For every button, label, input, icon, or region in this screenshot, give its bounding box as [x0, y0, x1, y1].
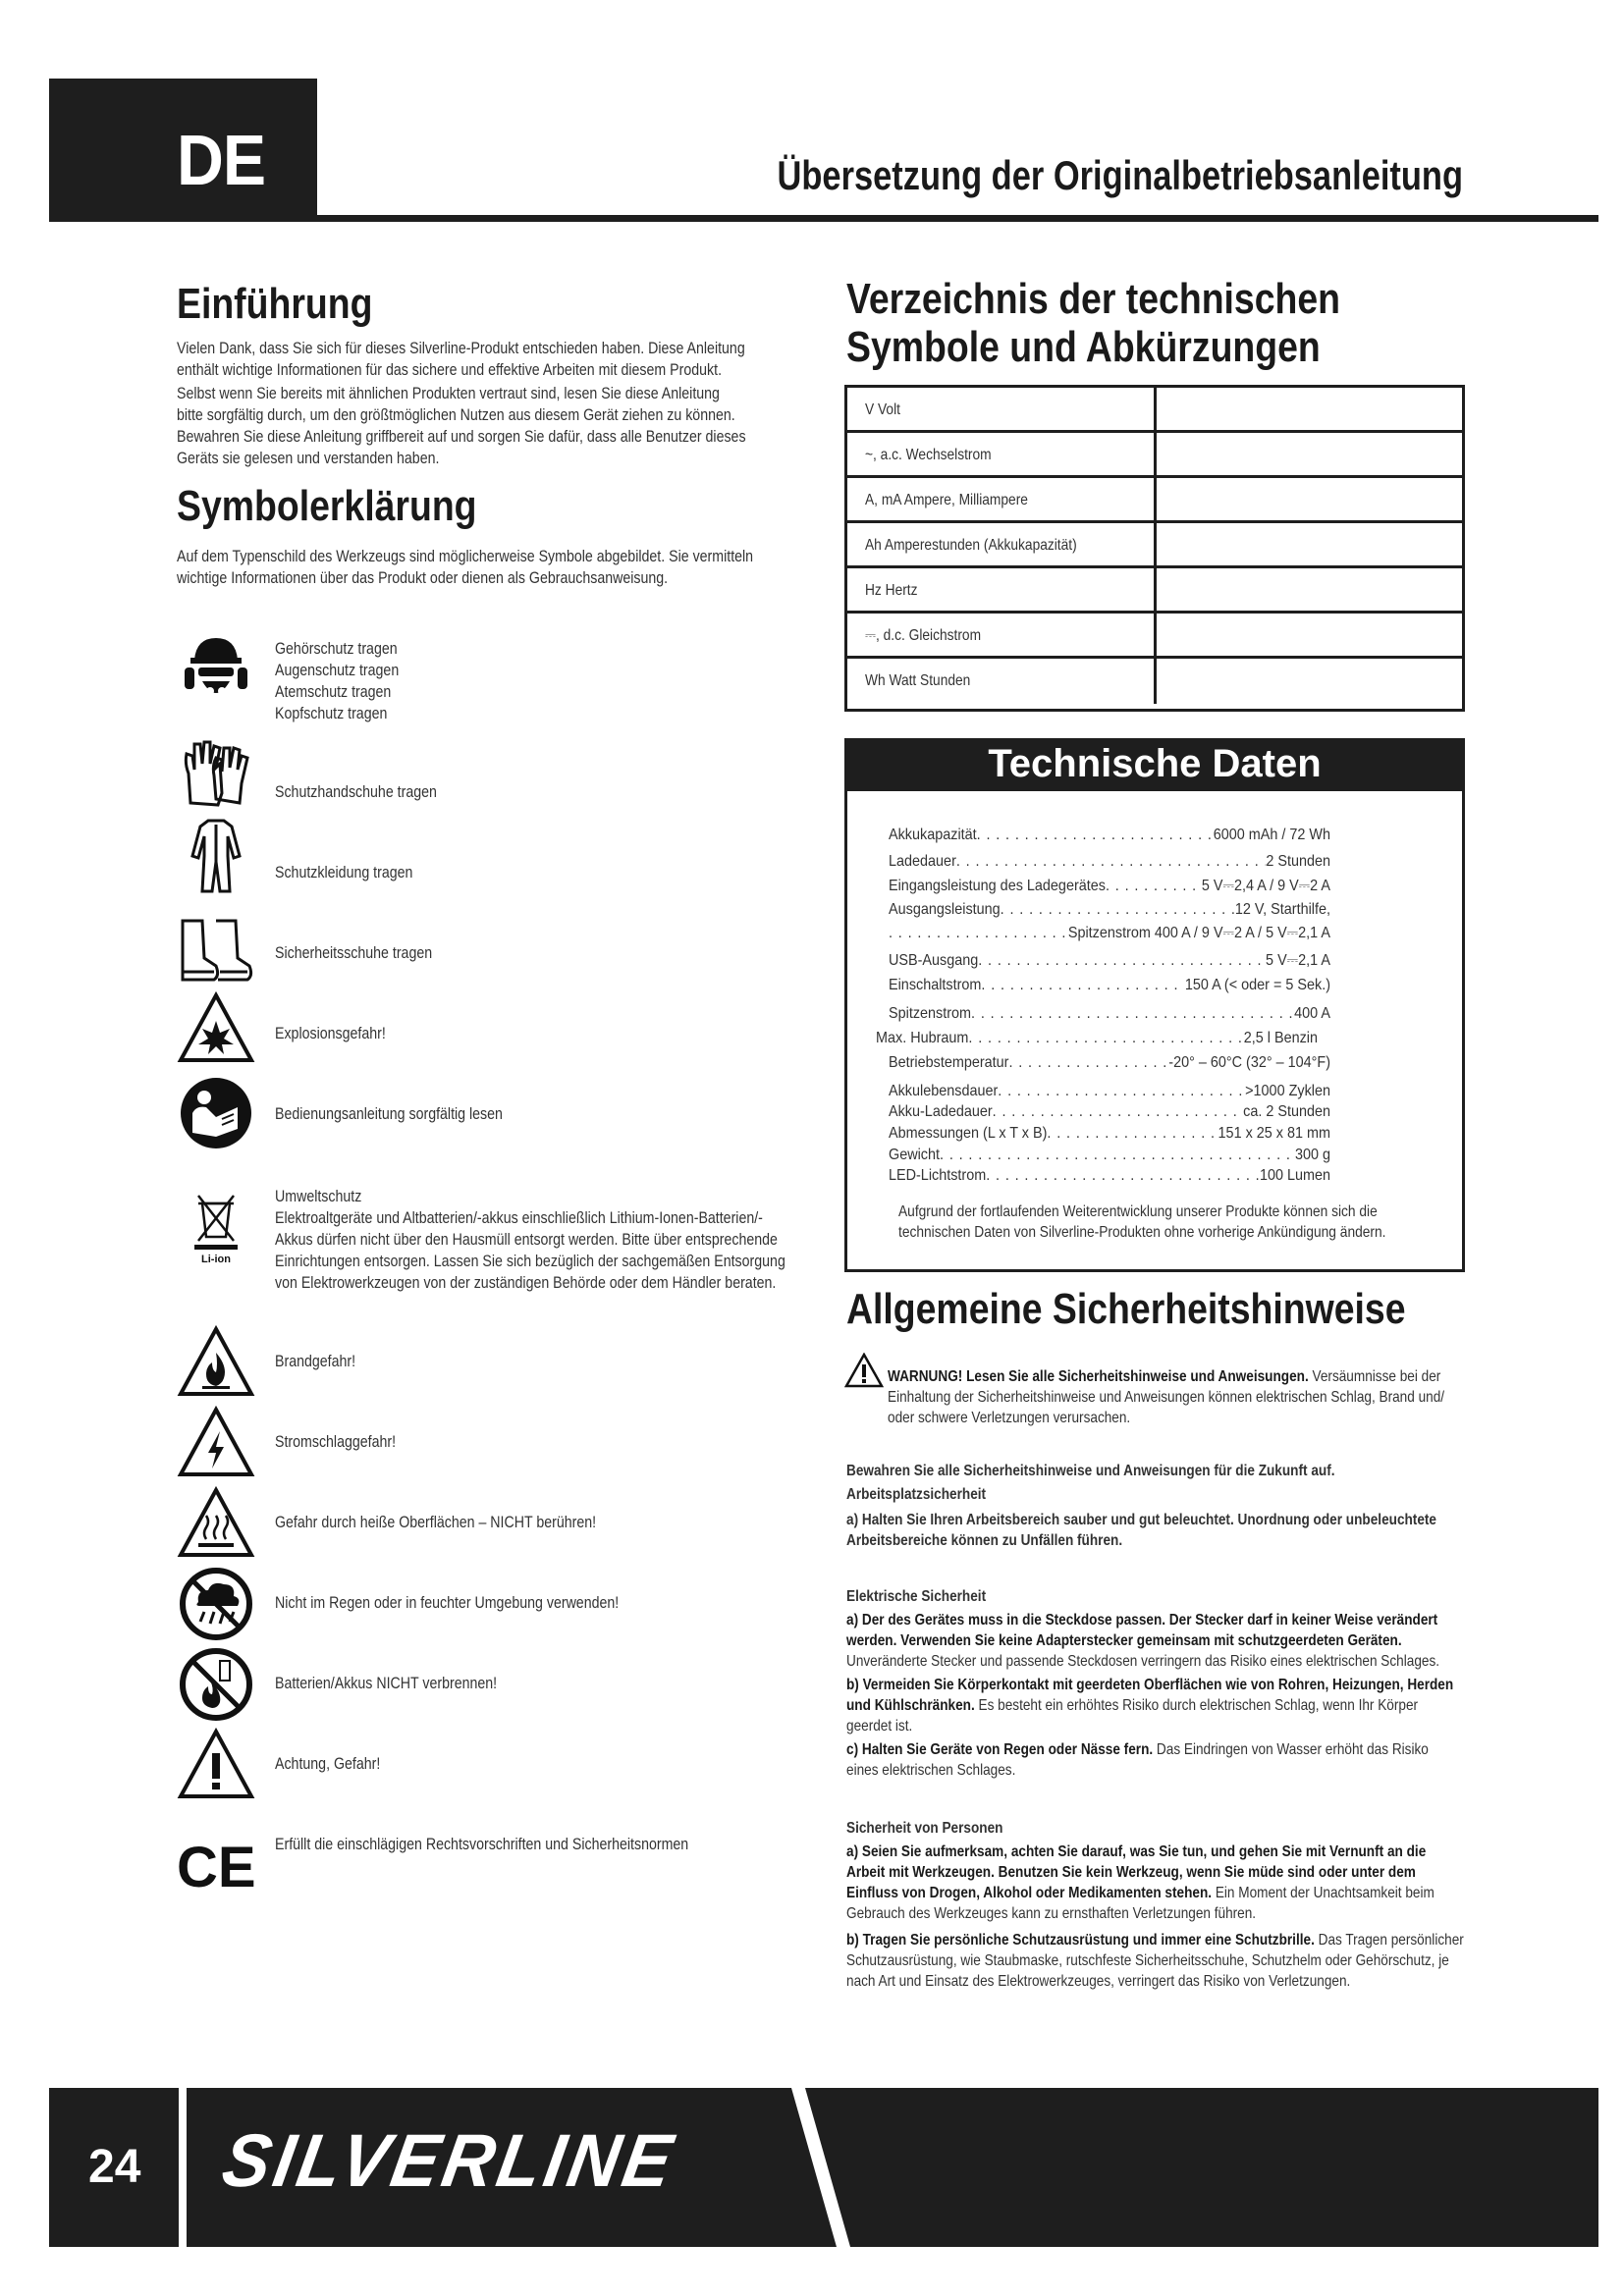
symbol-text: Batterien/Akkus NICHT verbrennen! [275, 1675, 498, 1692]
symbol-text: Sicherheitsschuhe tragen [275, 944, 433, 962]
coverall-icon [177, 817, 255, 895]
brand-logo: SILVERLINE [216, 2119, 682, 2203]
symbol-text: Erfüllt die einschlägigen Rechtsvorschriften und Sicherheitsnormen [275, 1836, 689, 1853]
svg-text:Li-ion: Li-ion [201, 1254, 231, 1265]
electrical-heading: Elektrische Sicherheit [846, 1588, 987, 1605]
no-rain-icon [177, 1565, 255, 1643]
language-code: DE [177, 122, 266, 200]
symbol-text: Schutzkleidung tragen [275, 864, 413, 881]
symbols-heading: Symbolerklärung [177, 482, 477, 530]
spec-row: Eingangsleistung des Ladegerätes . . . 5 V⎓2,4 A / 9 V⎓2 A [889, 878, 1330, 895]
protective-gear-icon [177, 630, 255, 709]
symbol-text: Gefahr durch heiße Oberflächen – NICHT berühren! [275, 1514, 597, 1531]
spec-row: Betriebstemperatur . . . -20° – 60°C (32° – 104°F) [889, 1054, 1330, 1072]
symbol-text: Bedienungsanleitung sorgfältig lesen [275, 1105, 503, 1123]
personal-a: a) Seien Sie aufmerksam, achten Sie darauf, was Sie tun, und gehen Sie mit Vernunft an die Arbeit mit Werkzeugen. Benutzen Sie kein Werkzeug, wenn Sie müde sind oder unter dem Einfluss von Drogen, Alkohol oder Medikamenten stehen. Ein Moment der Unachtsamkeit beim Gebrauch des Werkzeuges kann zu ernsthaften Verletzungen führen. [846, 1843, 1435, 1922]
header-rule [49, 215, 1598, 222]
spec-row: Akkukapazität . . . 6000 mAh / 72 Wh [889, 827, 1330, 844]
read-manual-icon [177, 1074, 255, 1152]
spec-row: Akku-Ladedauer . . . ca. 2 Stunden [889, 1103, 1330, 1121]
work-area-heading: Arbeitsplatzsicherheit [846, 1486, 987, 1503]
spec-row: . . . Spitzenstrom 400 A / 9 V⎓2 A / 5 V⎓2,1 A [889, 925, 1330, 942]
page-title: Übersetzung der Originalbetriebsanleitung [777, 152, 1463, 198]
personal-heading: Sicherheit von Personen [846, 1820, 1003, 1837]
work-area-a: a) Halten Sie Ihren Arbeitsbereich sauber und gut beleuchtet. Unordnung oder unbeleuchtete Arbeitsbereiche können zu Unfällen führen. [846, 1512, 1437, 1549]
svg-text:CE: CE [177, 1836, 255, 1899]
abbreviations-table [844, 385, 1465, 712]
caution-icon [177, 1726, 255, 1804]
boots-icon [177, 911, 255, 989]
page-number: 24 [88, 2141, 141, 2193]
table-row: Ah Amperestunden (Akkukapazität) [847, 523, 1462, 568]
symbol-text: Gehörschutz tragen Augenschutz tragen Atemschutz tragen Kopfschutz tragen [275, 640, 400, 722]
table-row: ⎓, d.c. Gleichstrom [847, 614, 1462, 659]
symbol-text: Nicht im Regen oder in feuchter Umgebung verwenden! [275, 1594, 620, 1612]
keep-instructions: Bewahren Sie alle Sicherheitshinweise und Anweisungen für die Zukunft auf. [846, 1463, 1335, 1479]
table-row: ~, a.c. Wechselstrom [847, 433, 1462, 478]
warning-text: WARNUNG! Lesen Sie alle Sicherheitshinweise und Anweisungen. Versäumnisse bei der Einhaltung der Sicherheitshinweise und Anweisungen können elektrischen Schlag, Brand und/ oder schwere Verletzungen verursachen. [888, 1368, 1445, 1426]
intro-heading: Einführung [177, 280, 373, 328]
spec-row: Abmessungen (L x T x B) . . . 151 x 25 x 81 mm [889, 1125, 1330, 1143]
spec-row: Akkulebensdauer . . . >1000 Zyklen [889, 1083, 1330, 1100]
no-fire-battery-icon [177, 1645, 255, 1724]
warning-icon [844, 1353, 884, 1388]
personal-b: b) Tragen Sie persönliche Schutzausrüstung und immer eine Schutzbrille. Das Tragen persönlicher Schutzausrüstung, wie Staubmaske, rutschfeste Sicherheitsschuhe, Schutzhelm oder Gehörschutz, je nach Art und Einsatz des Elektrowerkzeuges, verringert das Risiko von Verletzungen. [846, 1932, 1464, 1990]
table-row: Hz Hertz [847, 568, 1462, 614]
spec-row: Spitzenstrom . . . 400 A [889, 1005, 1330, 1023]
table-row: V Volt [847, 388, 1462, 433]
spec-row: LED-Lichtstrom . . . 100 Lumen [889, 1167, 1330, 1185]
spec-row: Ladedauer . . . 2 Stunden [889, 853, 1330, 871]
spec-row: USB-Ausgang . . . 5 V⎓2,1 A [889, 952, 1330, 970]
spec-row: Max. Hubraum . . . 2,5 l Benzin [876, 1030, 1318, 1047]
gloves-icon [177, 734, 255, 813]
spec-row: Ausgangsleistung . . . 12 V, Starthilfe, [889, 901, 1330, 919]
electrical-a: a) Der des Gerätes muss in die Steckdose passen. Der Stecker darf in keiner Weise verändert werden. Verwenden Sie keine Adapterstecker gemeinsam mit schutzgeerdeten Geräten. Unveränderte Stecker und passende Steckdosen verringern das Risiko eines elektrischen Schlages. [846, 1612, 1440, 1670]
table-row: A, mA Ampere, Milliampere [847, 478, 1462, 523]
symbol-text: Stromschlaggefahr! [275, 1433, 397, 1451]
hot-surface-icon [177, 1484, 255, 1563]
electrical-c: c) Halten Sie Geräte von Regen oder Nässe fern. Das Eindringen von Wasser erhöht das Risiko eines elektrischen Schlages. [846, 1741, 1429, 1779]
explosion-warning-icon [177, 989, 255, 1068]
table-row: Wh Watt Stunden [847, 659, 1462, 704]
weee-bin-icon [177, 1188, 255, 1266]
symbol-text: Schutzhandschuhe tragen [275, 783, 437, 801]
environment-text: Umweltschutz Elektroaltgeräte und Altbatterien/-akkus einschließlich Lithium-Ionen-Batterien/- Akkus dürfen nicht über den Hausmüll entsorgt werden. Bitte über entsprechende Einrichtungen entsorgen. Lassen Sie sich bezüglich der sachgemäßen Entsorgung von Elektrowerkzeugen von der zuständigen Behörde oder dem Händler beraten. [275, 1188, 785, 1292]
symbol-text: Explosionsgefahr! [275, 1025, 386, 1042]
technical-data-heading: Technische Daten [988, 742, 1322, 785]
symbol-text: Achtung, Gefahr! [275, 1755, 381, 1773]
intro-text: Vielen Dank, dass Sie sich für dieses Silverline-Produkt entschieden haben. Diese Anleitung enthält wichtige Informationen für das sichere und effektive Arbeiten mit diesem Produkt. Selbst wenn Sie bereits mit ähnlichen Produkten vertraut sind, lesen Sie diese Anleitung bitte sorgfältig durch, um den größtmöglichen Nutzen aus diesem Gerät ziehen zu können. Bewahren Sie diese Anleitung griffbereit auf und sorgen Sie dafür, dass alle Benutzer dieses Geräts sie gelesen und verstanden haben. [177, 340, 746, 467]
fire-warning-icon [177, 1323, 255, 1402]
footer-chevron [791, 2088, 870, 2247]
electrical-b: b) Vermeiden Sie Körperkontakt mit geerdeten Oberflächen wie von Rohren, Heizungen, Herden und Kühlschränken. Es besteht ein erhöhtes Risiko durch elektrischen Schlag, wenn Ihr Körper geerdet ist. [846, 1677, 1454, 1735]
ce-mark-icon [177, 1826, 255, 1904]
spec-row: Einschaltstrom . . . 150 A (< oder = 5 Sek.) [889, 977, 1330, 994]
spec-note: Aufgrund der fortlaufenden Weiterentwicklung unserer Produkte können sich die technischen Daten von Silverline-Produkten ohne vorherige Ankündigung ändern. [898, 1203, 1386, 1241]
abbreviations-heading: Verzeichnis der technischen Symbole und Abkürzungen [846, 275, 1341, 371]
symbol-text: Brandgefahr! [275, 1353, 356, 1370]
symbols-intro: Auf dem Typenschild des Werkzeugs sind möglicherweise Symbole abgebildet. Sie vermitteln wichtige Informationen über das Produkt oder dienen als Gebrauchsanweisung. [177, 548, 754, 587]
safety-heading: Allgemeine Sicherheitshinweise [846, 1285, 1406, 1333]
spec-row: Gewicht . . . 300 g [889, 1147, 1330, 1164]
electric-shock-icon [177, 1404, 255, 1482]
